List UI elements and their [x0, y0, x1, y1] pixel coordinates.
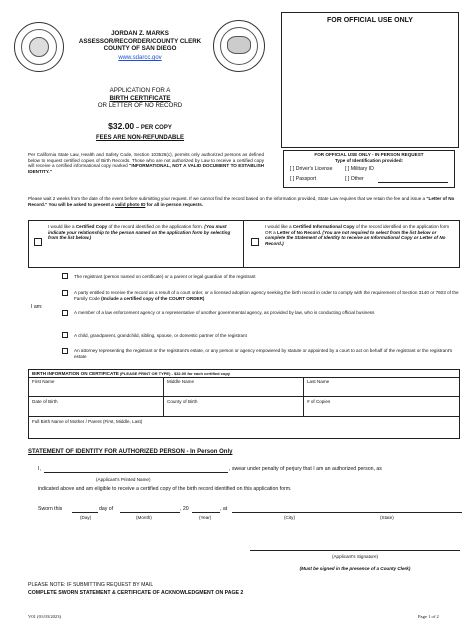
printed-name-line[interactable]: [44, 472, 228, 473]
family-member-option: A child, grandparent, grandchild, sibling, spouse, or domestic partner of the registrant: [74, 333, 247, 338]
county-seal-left-icon: [14, 22, 64, 72]
month-label: (Month): [136, 515, 152, 520]
mother-name-field[interactable]: Full Birth Name of Mother / Parent (First, Middle, Last): [32, 419, 143, 424]
attorney-option: An attorney representing the registrant or the registrant's estate, or any person or agency empowered by statute or appointed by a court to act on behalf of the registrant or the registrant's estate: [74, 348, 453, 359]
day-of-label: day of: [99, 506, 114, 512]
first-name-field[interactable]: First Name: [32, 379, 55, 384]
statement-swear: , swear under penalty of perjury that I am an authorized person, as: [229, 466, 382, 472]
id-option-other[interactable]: [ ] Other: [345, 176, 364, 182]
printed-name-label: (Applicant's Printed Name): [96, 477, 151, 482]
day-label: (Day): [80, 515, 92, 520]
title-line1: APPLICATION FOR A: [109, 87, 171, 94]
intro-paragraph: Per California State Law, Health and Safety Code, Section 103526(c), permits only authorized persons as defined below to request certified copies of Birth Records. Those who are not authorized by Law to receive a certified copy will receive a certified informational copy marked "INFORMATIONAL, NOT A VALID DOCUMENT TO ESTABLISH IDENTITY.": [28, 152, 264, 174]
signature-note: (Must be signed in the presence of a County Clerk): [299, 566, 411, 571]
id-option-military[interactable]: [ ] Military ID: [345, 166, 374, 172]
court-order-option: A party entitled to receive the record as a result of a court order, or a licensed adoption agency seeking the birth record in order to comply with the requirement of Section 3140 or 7603 of the Family Code (Include a certified copy of the COURT ORDER): [74, 290, 459, 301]
at-label: , at: [220, 506, 228, 512]
certified-copy-text: I would like a Certified Copy of the record identified on the application form. (You must indicate your relationship to the person named on the application form by selecting from the list below.): [48, 224, 231, 241]
county-seal-right-icon: [213, 20, 265, 72]
certified-copy-checkbox[interactable]: [34, 238, 42, 246]
last-name-field[interactable]: Last Name: [307, 379, 330, 384]
title-birth-certificate: BIRTH CERTIFICATE: [109, 94, 171, 102]
per-copy: – PER COPY: [134, 125, 172, 131]
middle-name-field[interactable]: Middle Name: [167, 379, 195, 384]
county-of-birth-field[interactable]: County of Birth: [167, 399, 198, 404]
birth-info-header: BIRTH INFORMATION ON CERTIFICATE (PLEASE PRINT OR TYPE) - $32.00 for each certified copy: [32, 371, 230, 376]
registrant-checkbox[interactable]: [62, 273, 68, 279]
website-link[interactable]: www.sdarcc.gov: [118, 55, 162, 61]
statement-indicated: indicated above and am eligible to receive a certified copy of the birth record identified on this application form.: [38, 486, 292, 492]
year-label: (Year): [199, 515, 212, 520]
signature-label: (Applicant's Signature): [331, 554, 379, 559]
price: $32.00: [108, 121, 135, 131]
registrant-option: The registrant (person named on certificate) or a parent or legal guardian of the registrant: [74, 274, 256, 279]
law-enforcement-option: A member of a law enforcement agency or a representative of another governmental agency, as provided by law, who is conducting official business: [74, 310, 375, 315]
statement-i: I,: [38, 466, 41, 472]
informational-copy-text: I would like a Certified Informational Copy of the record identified on the application form OR a Letter of No Record. (You are not required to select from the list below or complete the Statement of Identity to receive an Informational Copy or Letter of No Record.): [265, 224, 450, 246]
page-number: Page 1 of 2: [418, 614, 439, 619]
fees-non-refundable: FEES ARE NON-REFUNDABLE: [95, 135, 185, 141]
id-option-passport[interactable]: [ ] Passport: [290, 176, 317, 182]
assessor-name: JORDAN Z. MARKS: [111, 30, 169, 37]
county-name: COUNTY OF SAN DIEGO: [103, 45, 177, 53]
year-prefix: , 20: [180, 506, 189, 512]
sworn-label: Sworn this: [38, 506, 63, 512]
id-type-label: Type of Identification provided:: [334, 158, 404, 163]
page2-note: COMPLETE SWORN STATEMENT & CERTIFICATE OF ACKNOWLEDGMENT ON PAGE 2: [28, 590, 244, 596]
official-use-box: [281, 12, 459, 148]
official-use-label: FOR OFFICIAL USE ONLY: [327, 17, 413, 24]
i-am-label: I am:: [31, 304, 43, 310]
signature-line[interactable]: [250, 550, 460, 551]
law-enforcement-checkbox[interactable]: [62, 310, 68, 316]
title-line3: OR LETTER OF NO RECORD: [97, 102, 183, 110]
in-person-title: FOR OFFICIAL USE ONLY - IN PERSON REQUEST: [314, 152, 424, 157]
court-order-checkbox[interactable]: [62, 290, 68, 296]
family-member-checkbox[interactable]: [62, 332, 68, 338]
state-label: (State): [380, 515, 394, 520]
date-of-birth-field[interactable]: Date of Birth: [32, 399, 58, 404]
informational-copy-checkbox[interactable]: [251, 238, 259, 246]
number-of-copies-field[interactable]: # of Copies: [307, 399, 331, 404]
form-version: V01 (01/03/2023): [28, 614, 62, 619]
mail-note: PLEASE NOTE: IF SUBMITTING REQUEST BY MAIL: [28, 582, 154, 588]
attorney-checkbox[interactable]: [62, 348, 68, 354]
wait-paragraph: Please wait 2 weeks from the date of the event before submitting your request. If we cannot find the record based on the information provided, State Law requires that we retain the fee and issue a "Letter of No Record." You will be asked to present a valid photo ID for all in-person requests.: [28, 196, 455, 207]
id-option-drivers-license[interactable]: [ ] Driver's License: [290, 166, 333, 172]
statement-title: STATEMENT OF IDENTITY FOR AUTHORIZED PERSON - In Person Only: [28, 449, 233, 455]
office-title: ASSESSOR/RECORDER/COUNTY CLERK: [78, 37, 202, 45]
birth-info-table: [28, 369, 460, 439]
city-label: (City): [284, 515, 295, 520]
